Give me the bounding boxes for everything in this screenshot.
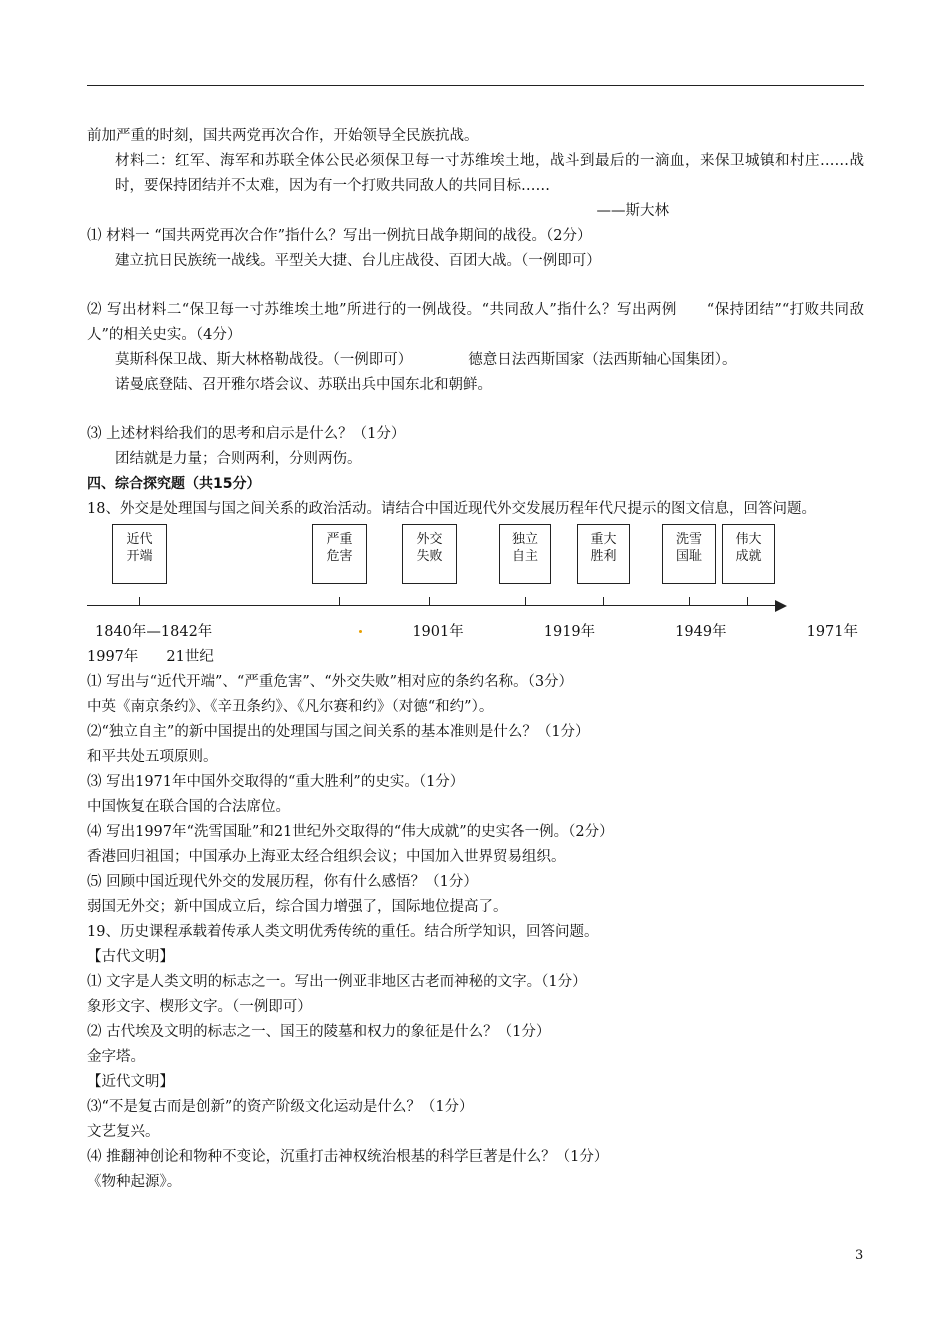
answer-19-1: 象形文字、楔形文字。（一例即可） — [87, 999, 312, 1015]
year-label: 21世纪 — [166, 649, 214, 665]
year-label: 1997年 — [87, 649, 139, 665]
question-19-2: ⑵ 古代埃及文明的标志之一、国王的陵墓和权力的象征是什么？（1分） — [87, 1024, 551, 1040]
answer-18-4: 香港回归祖国；中国承办上海亚太经合组织会议；中国加入世界贸易组织。 — [87, 849, 566, 865]
attribution: ——斯大林 — [596, 203, 669, 219]
timeline-tick — [339, 597, 340, 605]
answer-2a: 莫斯科保卫战、斯大林格勒战役。（一例即可） — [115, 352, 413, 368]
question-3: ⑶ 上述材料给我们的思考和启示是什么？（1分） — [87, 426, 406, 442]
header-rule — [87, 85, 864, 86]
year-label: 1919年 — [543, 624, 596, 640]
question-18-5: ⑸ 回顾中国近现代外交的发展历程，你有什么感悟？（1分） — [87, 874, 478, 890]
question-19-4: ⑷ 推翻神创论和物种不变论，沉重打击神权统治根基的科学巨著是什么？（1分） — [87, 1149, 609, 1165]
year-label: 1901年 — [412, 624, 464, 640]
question-19: 19、历史课程承载着传承人类文明优秀传统的重任。结合所学知识，回答问题。 — [87, 924, 599, 940]
answer-2a-row — [87, 348, 864, 373]
answer-19-2: 金字塔。 — [87, 1049, 145, 1065]
answer-18-1: 中英《南京条约》、《辛丑条约》、《凡尔赛和约》（对德“和约”）。 — [87, 699, 494, 715]
heading-ancient: 【古代文明】 — [87, 949, 174, 965]
answer-19-4: 《物种起源》。 — [87, 1174, 182, 1190]
timeline-box-label: 重大 胜利 — [590, 532, 617, 564]
question-19-1: ⑴ 文字是人类文明的标志之一。写出一例亚非地区古老而神秘的文字。（1分） — [87, 974, 587, 990]
year-label: 1840年—1842年 — [95, 624, 213, 640]
material-two: 材料二：红军、海军和苏联全体公民必须保卫每一寸苏维埃土地，战斗到最后的一滴血，来保卫城镇和村庄……战时，要保持团结并不太难，因为有一个打败共同敌人的共同目标…… — [115, 153, 864, 194]
answer-2b: 德意日法西斯国家（法西斯轴心国集团）。 — [468, 352, 737, 368]
page-content — [87, 124, 864, 1195]
question-18-4: ⑷ 写出1997年“洗雪国耻”和21世纪外交取得的“伟大成就”的史实各一例。（2分） — [87, 824, 614, 840]
timeline-box-label: 独立 自主 — [511, 532, 538, 564]
timeline-box-label: 洗雪 国耻 — [675, 532, 702, 564]
timeline-box-1 — [112, 524, 167, 584]
answer-3: 团结就是力量；合则两利，分则两伤。 — [115, 451, 362, 467]
timeline-box-label: 伟大 成就 — [735, 532, 762, 564]
answer-18-2: 和平共处五项原则。 — [87, 749, 218, 765]
question-18: 18、外交是处理国与国之间关系的政治活动。请结合中国近现代外交发展历程年代尺提示的图文信息，回答问题。 — [87, 501, 816, 517]
ink-dot — [359, 630, 362, 633]
year-label: 1971年 — [806, 624, 858, 640]
answer-1: 建立抗日民族统一战线。平型关大捷、台儿庄战役、百团大战。（一例即可） — [115, 253, 601, 269]
question-2: ⑵ 写出材料二“保卫每一寸苏维埃土地”所进行的一例战役。“共同敌人”指什么？写出两例 “保持团结”“打败共同敌人”的相关史实。（4分） — [87, 302, 864, 343]
timeline-tick — [139, 597, 140, 605]
timeline-box-5 — [577, 524, 630, 584]
answer-2c: 诺曼底登陆、召开雅尔塔会议、苏联出兵中国东北和朝鲜。 — [115, 377, 492, 393]
question-18-1: ⑴ 写出与“近代开端”、“严重危害”、“外交失败”相对应的条约名称。（3分） — [87, 674, 574, 690]
question-1: ⑴ 材料一 “国共两党再次合作”指什么？写出一例抗日战争期间的战役。（2分） — [87, 228, 592, 244]
timeline-tick — [525, 597, 526, 605]
timeline-box-2 — [312, 524, 367, 584]
text-line: 前加严重的时刻，国共两党再次合作，开始领导全民族抗战。 — [87, 128, 479, 144]
timeline-years-row-2 — [87, 645, 864, 670]
timeline-box-4 — [499, 524, 551, 584]
heading-modern: 【近代文明】 — [87, 1074, 174, 1090]
timeline-axis — [87, 605, 777, 606]
section-heading-4: 四、综合探究题（共15分） — [87, 476, 261, 492]
year-label: 1949年 — [675, 624, 727, 640]
timeline-tick — [747, 597, 748, 605]
timeline-box-6 — [662, 524, 716, 584]
timeline-box-label: 近代 开端 — [126, 532, 153, 564]
answer-18-5: 弱国无外交；新中国成立后，综合国力增强了，国际地位提高了。 — [87, 899, 508, 915]
question-18-3: ⑶ 写出1971年中国外交取得的“重大胜利”的史实。（1分） — [87, 774, 465, 790]
timeline-tick — [603, 597, 604, 605]
answer-19-3: 文艺复兴。 — [87, 1124, 160, 1140]
timeline-box-7 — [722, 524, 775, 584]
diplomacy-timeline — [87, 522, 864, 640]
timeline-box-label: 外交 失败 — [416, 532, 443, 564]
arrow-right-icon — [775, 600, 787, 612]
timeline-tick — [689, 597, 690, 605]
page-number: 3 — [855, 1248, 864, 1263]
question-19-3: ⑶“不是复古而是创新”的资产阶级文化运动是什么？（1分） — [87, 1099, 474, 1115]
timeline-box-label: 严重 危害 — [326, 532, 353, 564]
timeline-box-3 — [402, 524, 457, 584]
timeline-tick — [429, 597, 430, 605]
answer-18-3: 中国恢复在联合国的合法席位。 — [87, 799, 290, 815]
question-18-2: ⑵“独立自主”的新中国提出的处理国与国之间关系的基本准则是什么？（1分） — [87, 724, 590, 740]
